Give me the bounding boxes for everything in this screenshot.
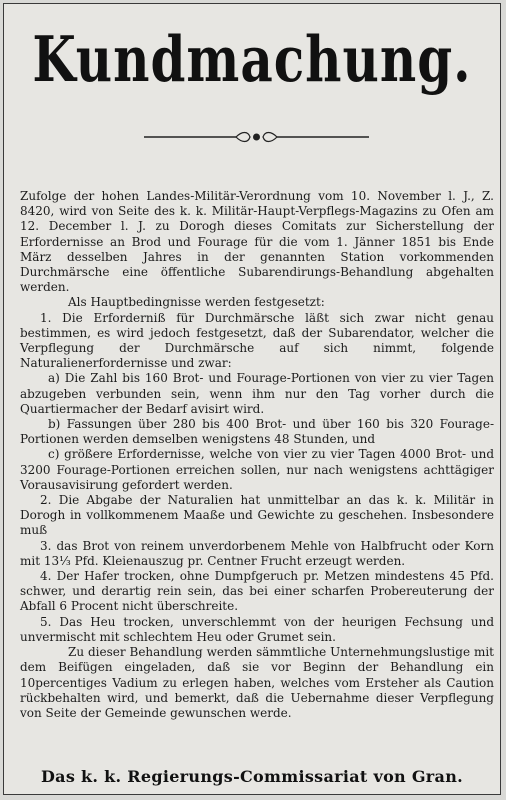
paragraph-condition-1a: a) Die Zahl bis 160 Brot- und Fourage-Portionen von vier zu vier Tagen abzugeben verbunden sein, wenn ihm nur den Tag vorher durch die Quartiermacher der Bedarf avisirt wird.: [20, 371, 494, 416]
poster-title: Kundmachung.: [32, 22, 472, 96]
poster-body: [20, 189, 494, 721]
paragraph-invitation: Zu dieser Behandlung werden sämmtliche Unternehmungslustige mit dem Beifügen eingeladen, daß sie vor Beginn der Behandlung ein 10percentiges Vadium zu erlegen haben, welches vom Ersteher als Caution rückbehalten wird, und bemerkt, daß die Uebernahme dieser Verpflegung von Seite der Gemeinde gewunschen werde.: [20, 645, 494, 720]
ornament-divider-icon: [144, 130, 369, 144]
signature-line: Das k. k. Regierungs-Commissariat von Gran.: [40, 767, 464, 786]
paragraph-condition-1: 1. Die Erforderniß für Durchmärsche läßt sich zwar nicht genau bestimmen, es wird jedoch festgesetzt, daß der Subarendator, welcher die Verpflegung der Durchmärsche auf sich nimmt, folgende Naturalienerfordernisse und zwar:: [20, 310, 494, 371]
paragraph-condition-1b: b) Fassungen über 280 bis 400 Brot- und über 160 bis 320 Fourage-Portionen werden demselben wenigstens 48 Stunden, und: [20, 417, 494, 447]
paragraph-condition-3: 3. das Brot von reinem unverdorbenem Mehle von Halbfrucht oder Korn mit 13⅓ Pfd. Kleienauszug pr. Centner Frucht erzeugt werden.: [20, 538, 494, 568]
poster-sheet: [3, 3, 501, 795]
paragraph-condition-5: 5. Das Heu trocken, unverschlemmt von der heurigen Fechsung und unvermischt mit schlechtem Heu oder Grumet sein.: [20, 614, 494, 644]
paragraph-conditions-heading: Als Hauptbedingnisse werden festgesetzt:: [68, 295, 325, 310]
paragraph-condition-1c: c) größere Erfordernisse, welche von vier zu vier Tagen 4000 Brot- und 3200 Fourage-Portionen erreichen sollen, nur nach wenigstens achttägiger Vorausavisirung gefordert werden.: [20, 447, 494, 492]
paragraph-condition-2: 2. Die Abgabe der Naturalien hat unmittelbar an das k. k. Militär in Dorogh in vollkommenem Maaße und Gewichte zu geschehen. Insbesondere muß: [20, 493, 494, 538]
paragraph-intro: Zufolge der hohen Landes-Militär-Verordnung vom 10. November l. J., Z. 8420, wird von Seite des k. k. Militär-Haupt-Verpflegs-Magazins zu Ofen am 12. December l. J. zu Dorogh dieses Comitats zur Sicherstellung der Erfordernisse an Brod und Fourage für die vom 1. Jänner 1851 bis Ende März desselben Jahres in der genannten Station vorkommenden Durchmärsche eine öffentliche Subarendirungs-Behandlung abgehalten werden.: [20, 189, 494, 295]
paragraph-condition-4: 4. Der Hafer trocken, ohne Dumpfgeruch pr. Metzen mindestens 45 Pfd. schwer, und derartig rein sein, das bei einer scharfen Probereuterung der Abfall 6 Procent nicht überschreite.: [20, 569, 494, 614]
